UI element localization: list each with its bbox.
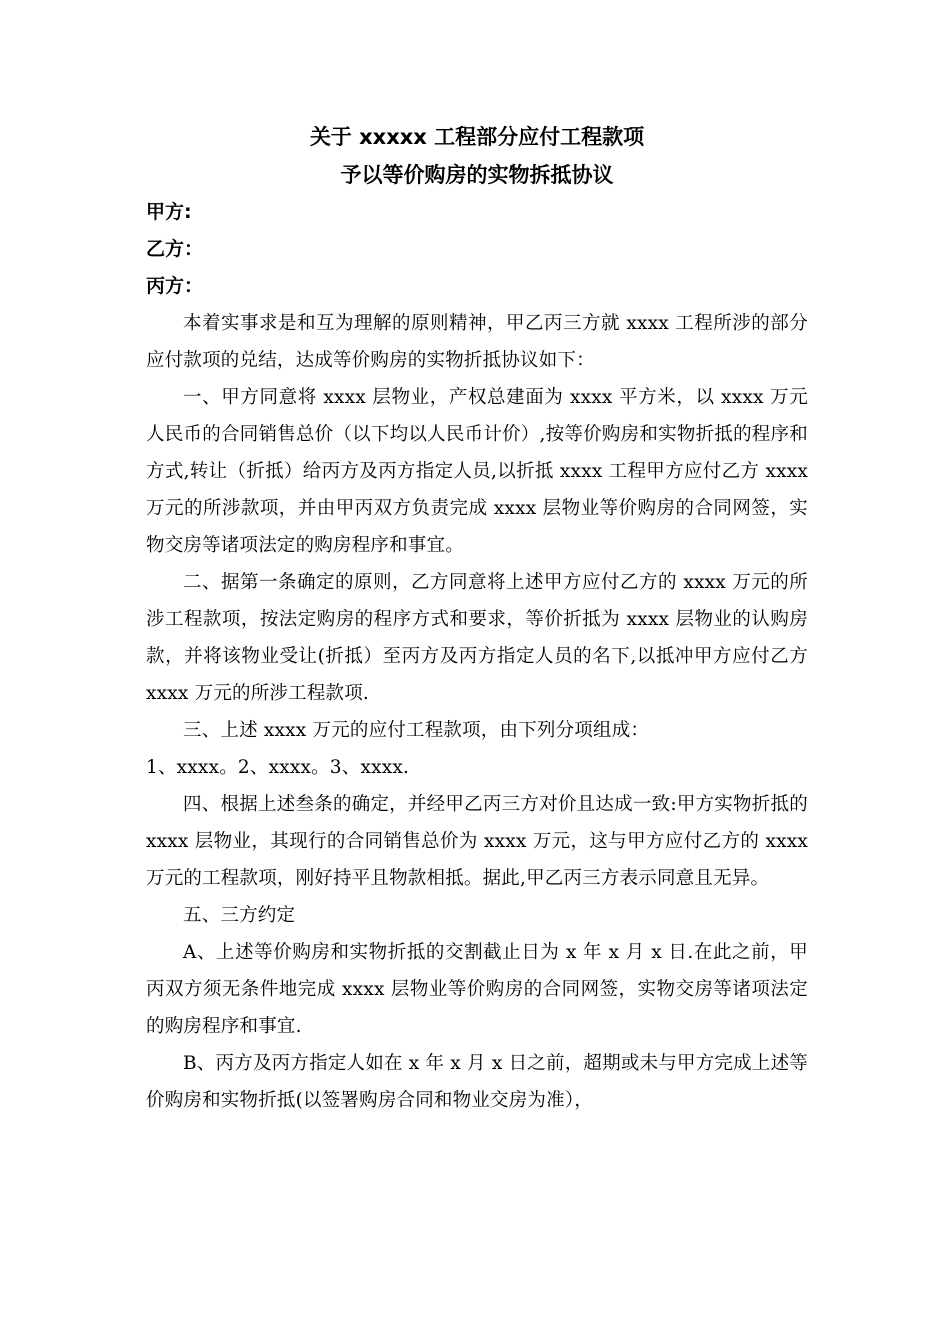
clause-5a-paragraph: A、上述等价购房和实物折抵的交割截止日为 x 年 x 月 x 日.在此之前，甲丙双方须无条件地完成 xxxx 层物业等价购房的合同网签，实物交房等诸项法定的购房程序和事宜. [146,942,808,1037]
clause-5b-paragraph: B、丙方及丙方指定人如在 x 年 x 月 x 日之前，超期或未与甲方完成上述等价购房和实物折抵(以签署购房合同和物业交房为准）， [146,1053,808,1111]
clause-4-paragraph: 四、根据上述叁条的确定，并经甲乙丙三方对价且达成一致:甲方实物折抵的 xxxx 层物业，其现行的合同销售总价为 xxxx 万元，这与甲方应付乙方的 xxxx 万元的工程款项，刚好持平且物款相抵。据此,甲乙丙三方表示同意且无异。 [146,794,808,889]
clause-3-paragraph: 三、上述 xxxx 万元的应付工程款项，由下列分项组成： [183,720,650,741]
clause-5-heading: 五、三方约定 [183,905,296,926]
document-title-line-2: 予以等价购房的实物拆抵协议 [340,163,614,187]
party-b-label: 乙方： [146,238,204,260]
clause-3-items: 1、xxxx。2、xxxx。3、xxxx. [146,757,410,778]
document-title-line-1: 关于 xxxxx 工程部分应付工程款项 [309,125,645,149]
party-a-label: 甲方: [146,201,192,223]
party-c-label: 丙方： [146,275,204,297]
document-page [146,118,808,1119]
preamble-paragraph: 本着实事求是和互为理解的原则精神，甲乙丙三方就 xxxx 工程所涉的部分应付款项的兑结，达成等价购房的实物折抵协议如下： [146,313,808,371]
clause-2-paragraph: 二、据第一条确定的原则，乙方同意将上述甲方应付乙方的 xxxx 万元的所涉工程款项，按法定购房的程序方式和要求，等价折抵为 xxxx 层物业的认购房款，并将该物业受让(折抵）至丙方及丙方指定人员的名下,以抵冲甲方应付乙方 xxxx 万元的所涉工程款项. [146,572,808,704]
clause-1-paragraph: 一、甲方同意将 xxxx 层物业，产权总建面为 xxxx 平方米，以 xxxx 万元人民币的合同销售总价（以下均以人民币计价）,按等价购房和实物折抵的程序和方式,转让（折抵）给丙方及丙方指定人员,以折抵 xxxx 工程甲方应付乙方 xxxx 万元的所涉款项，并由甲丙双方负责完成 xxxx 层物业等价购房的合同网签，实物交房等诸项法定的购房程序和事宜。 [146,387,808,556]
